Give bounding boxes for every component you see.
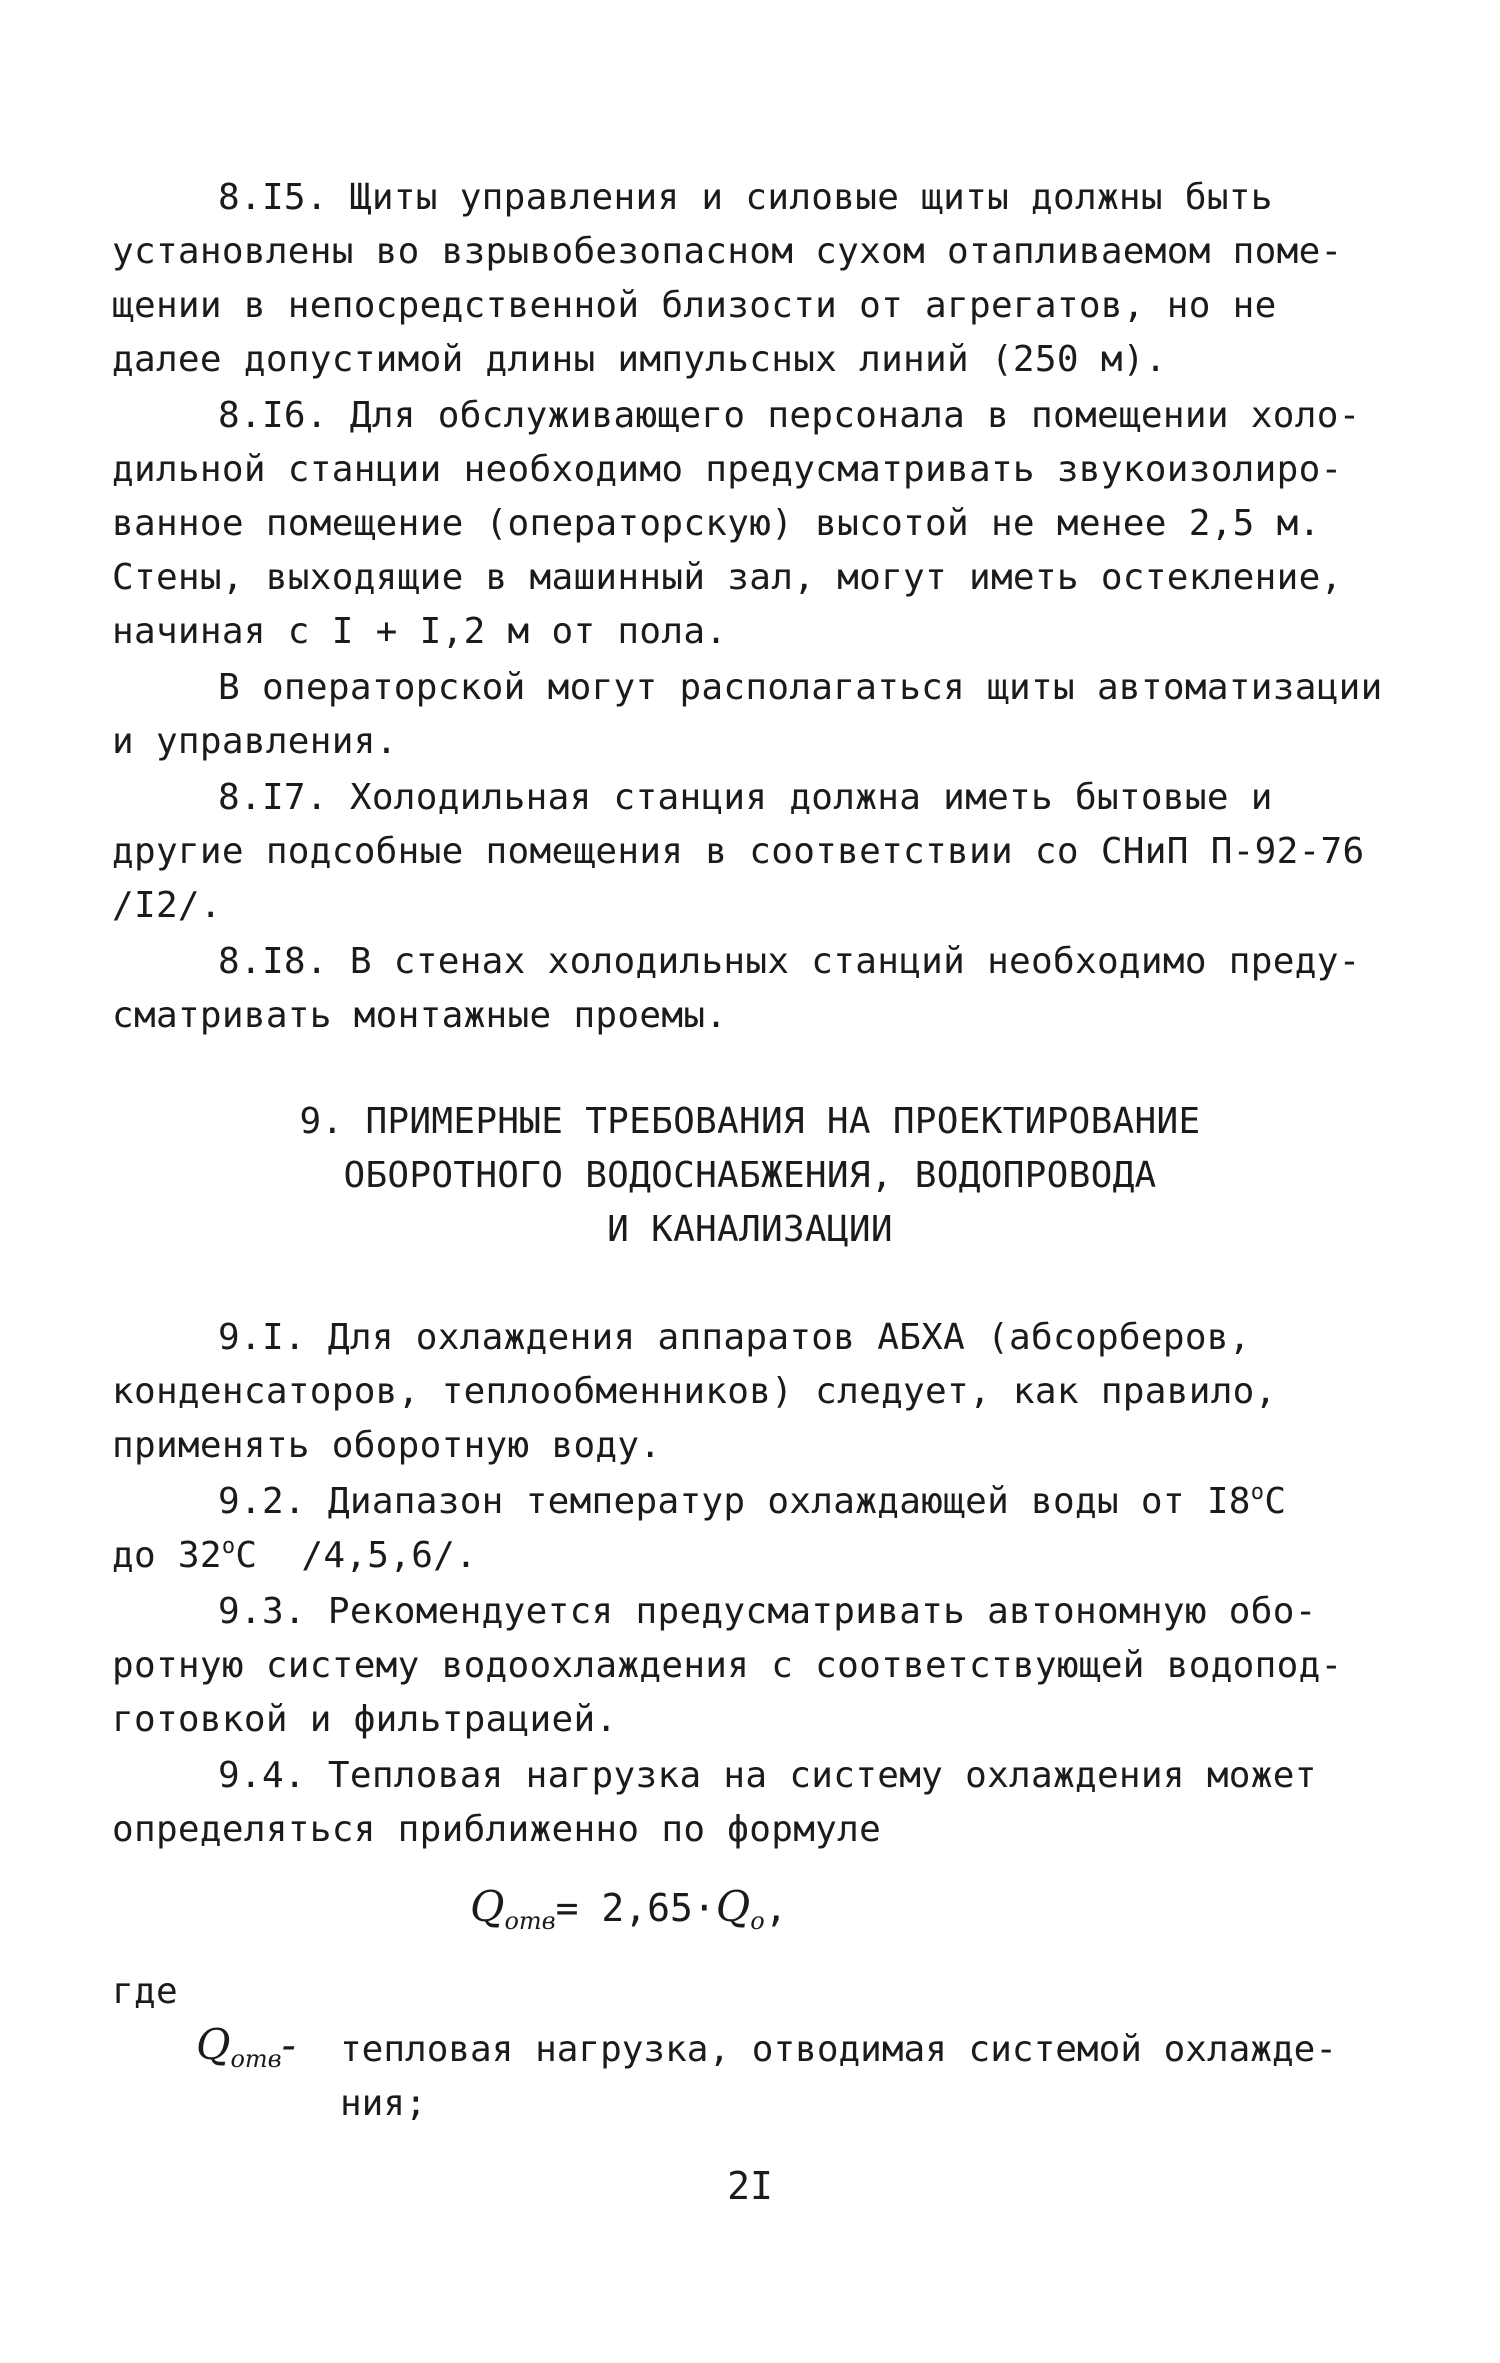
para-8-16-line-5: начиная с I + I,2 м от пола.: [112, 611, 728, 652]
page-number: 2I: [727, 2164, 773, 2208]
para-9-3-line-2: ротную систему водоохлаждения с соответствующей водопод-: [112, 1645, 1343, 1686]
definition-line-2: ния;: [340, 2083, 427, 2124]
formula-lhs-symbol: Q: [470, 1882, 505, 1931]
definition-symbol: [196, 2020, 296, 2073]
para-8-15-line-4: далее допустимой длины импульсных линий (250 м).: [112, 339, 1167, 380]
para-8-16-line-2: дильной станции необходимо предусматривать звукоизолиро-: [112, 449, 1343, 490]
para-9-2-line-2-text-a: до 32: [112, 1535, 222, 1576]
para-8-16-line-4: Стены, выходящие в машинный зал, могут иметь остекление,: [112, 557, 1343, 598]
formula-rhs-symbol: Q: [715, 1882, 751, 1931]
para-8-16-line-3: ванное помещение (операторскую) высотой не менее 2,5 м.: [112, 503, 1321, 544]
para-9-2-text-a: 9.2. Диапазон температур охлаждающей воды от I8: [218, 1481, 1251, 1522]
para-8-18-line-1: 8.I8. В стенах холодильных станций необходимо преду-: [218, 941, 1361, 982]
degree-mark: o: [221, 1534, 236, 1559]
para-8-17-line-1: 8.I7. Холодильная станция должна иметь бытовые и: [218, 777, 1273, 818]
para-9-2-line-2: [112, 1530, 477, 1582]
section-9-heading-line-2: ОБОРОТНОГО ВОДОСНАБЖЕНИЯ, ВОДОПРОВОДА: [343, 1155, 1157, 1196]
formula-rhs-subscript: o: [750, 1907, 765, 1935]
formula-tail: ,: [764, 1886, 788, 1930]
para-9-3-line-1: 9.3. Рекомендуется предусматривать автономную обо-: [218, 1591, 1317, 1632]
formula-equals-coefficient: = 2,65·: [555, 1886, 716, 1930]
definition-line-1: тепловая нагрузка, отводимая системой охлажде-: [340, 2029, 1337, 2070]
section-9-heading-line-1: 9. ПРИМЕРНЫЕ ТРЕБОВАНИЯ НА ПРОЕКТИРОВАНИЕ: [299, 1101, 1201, 1142]
para-8-16-p2-line-1: В операторской могут располагаться щиты автоматизации: [218, 667, 1383, 708]
para-8-15-line-2: установлены во взрывобезопасном сухом отапливаемом поме-: [112, 231, 1343, 272]
para-8-15-line-1: 8.I5. Щиты управления и силовые щиты должны быть: [218, 177, 1273, 218]
para-9-3-line-3: готовкой и фильтрацией.: [112, 1699, 618, 1740]
where-label: где: [112, 1971, 178, 2012]
para-9-4-line-2: определяться приближенно по формуле: [112, 1809, 882, 1850]
para-9-4-line-1: 9.4. Тепловая нагрузка на систему охлаждения может: [218, 1755, 1317, 1796]
formula: [470, 1880, 788, 1948]
para-9-1-line-3: применять оборотную воду.: [112, 1425, 662, 1466]
definition-dash: -: [281, 2020, 296, 2069]
para-8-16-p2-line-2: и управления.: [112, 721, 398, 762]
para-9-2-line-1: [218, 1476, 1286, 1528]
para-8-15-line-3: щении в непосредственной близости от агрегатов, но не: [112, 285, 1277, 326]
para-9-1-line-1: 9.I. Для охлаждения аппаратов АБХА (абсорберов,: [218, 1317, 1251, 1358]
definition-symbol-subscript: отв: [230, 2045, 282, 2073]
section-9-heading-line-3: И КАНАЛИЗАЦИИ: [607, 1209, 893, 1250]
para-8-17-line-2: другие подсобные помещения в соответствии со СНиП П-92-76: [112, 831, 1365, 872]
para-8-17-line-3: /I2/.: [112, 885, 222, 926]
para-9-1-line-2: конденсаторов, теплообменников) следует, как правило,: [112, 1371, 1277, 1412]
formula-lhs-subscript: отв: [504, 1907, 556, 1935]
degree-mark: o: [1250, 1480, 1265, 1505]
para-9-2-text-b: C: [1264, 1481, 1287, 1522]
para-9-2-line-2-text-b: C /4,5,6/.: [235, 1535, 478, 1576]
definition-symbol-letter: Q: [196, 2020, 231, 2069]
para-8-18-line-2: сматривать монтажные проемы.: [112, 995, 728, 1036]
para-8-16-line-1: 8.I6. Для обслуживающего персонала в помещении холо-: [218, 395, 1361, 436]
